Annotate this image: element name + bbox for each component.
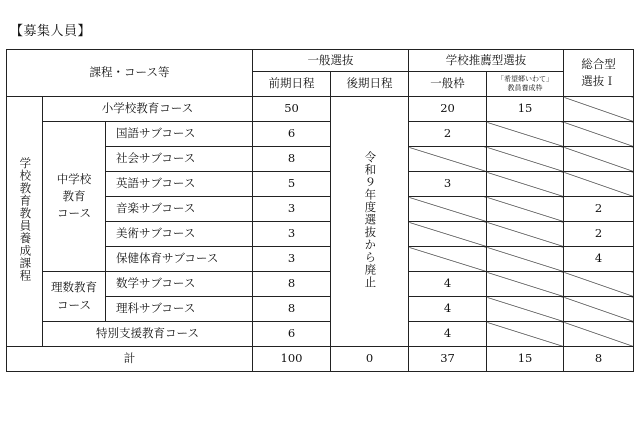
cell-not-applicable xyxy=(409,197,487,222)
course-name: 理科サブコース xyxy=(106,297,253,322)
header-rec-general: 一般枠 xyxy=(409,72,487,97)
cell-not-applicable xyxy=(564,322,634,347)
cell-not-applicable xyxy=(487,322,564,347)
cell-not-applicable xyxy=(487,147,564,172)
cell-early: 50 xyxy=(253,97,331,122)
cell-early: 3 xyxy=(253,247,331,272)
header-early: 前期日程 xyxy=(253,72,331,97)
cell-early: 3 xyxy=(253,222,331,247)
total-rec-kibou: 15 xyxy=(487,347,564,372)
cell-not-applicable xyxy=(487,297,564,322)
cell-not-applicable xyxy=(487,122,564,147)
course-name: 保健体育サブコース xyxy=(106,247,253,272)
header-course: 課程・コース等 xyxy=(7,50,253,97)
cell-not-applicable xyxy=(409,247,487,272)
group-school-education: 学校教育教員養成課程 xyxy=(7,97,43,347)
header-general: 一般選抜 xyxy=(253,50,409,72)
course-name: 英語サブコース xyxy=(106,172,253,197)
total-rec-general: 37 xyxy=(409,347,487,372)
header-recommend: 学校推薦型選抜 xyxy=(409,50,564,72)
cell-comprehensive: 2 xyxy=(564,222,634,247)
header-rec-kibou xyxy=(487,72,564,97)
late-abolished-note: 令和９年度選抜から廃止 xyxy=(331,97,409,347)
table-row xyxy=(7,97,634,122)
cell-early: 3 xyxy=(253,197,331,222)
cell-not-applicable xyxy=(564,97,634,122)
enrollment-table xyxy=(6,49,634,372)
table-row xyxy=(7,122,634,147)
cell-not-applicable xyxy=(487,197,564,222)
cell-early: 6 xyxy=(253,122,331,147)
cell-early: 6 xyxy=(253,322,331,347)
group-risu: 理数教育 コース xyxy=(43,272,106,322)
total-label: 計 xyxy=(7,347,253,372)
table-row xyxy=(7,322,634,347)
cell-early: 8 xyxy=(253,272,331,297)
cell-comprehensive: 4 xyxy=(564,247,634,272)
cell-early: 8 xyxy=(253,297,331,322)
cell-not-applicable xyxy=(487,172,564,197)
header-comprehensive-line1: 総合型 xyxy=(581,56,616,71)
cell-rec-kibou: 15 xyxy=(487,97,564,122)
course-name: 特別支援教育コース xyxy=(43,322,253,347)
cell-not-applicable xyxy=(564,147,634,172)
course-name: 数学サブコース xyxy=(106,272,253,297)
cell-not-applicable xyxy=(564,122,634,147)
cell-not-applicable xyxy=(564,272,634,297)
cell-not-applicable xyxy=(487,272,564,297)
total-row xyxy=(7,347,634,372)
course-name: 国語サブコース xyxy=(106,122,253,147)
total-late: 0 xyxy=(331,347,409,372)
table-row xyxy=(7,272,634,297)
header-comprehensive-line2: 選抜Ｉ xyxy=(581,74,616,88)
cell-not-applicable xyxy=(564,172,634,197)
cell-rec-general: 20 xyxy=(409,97,487,122)
course-name: 音楽サブコース xyxy=(106,197,253,222)
total-early: 100 xyxy=(253,347,331,372)
course-name: 社会サブコース xyxy=(106,147,253,172)
course-name: 美術サブコース xyxy=(106,222,253,247)
header-rec-kibou-line1: 「希望郷いわて」 xyxy=(497,74,554,83)
cell-comprehensive: 2 xyxy=(564,197,634,222)
cell-rec-general: 3 xyxy=(409,172,487,197)
header-late: 後期日程 xyxy=(331,72,409,97)
cell-rec-general: 2 xyxy=(409,122,487,147)
cell-rec-general: 4 xyxy=(409,322,487,347)
header-row-1 xyxy=(7,50,634,72)
cell-early: 8 xyxy=(253,147,331,172)
cell-not-applicable xyxy=(564,297,634,322)
cell-rec-general: 4 xyxy=(409,272,487,297)
cell-not-applicable xyxy=(409,222,487,247)
cell-not-applicable xyxy=(409,147,487,172)
total-comprehensive: 8 xyxy=(564,347,634,372)
page-heading: 【募集人員】 xyxy=(10,24,92,39)
header-comprehensive xyxy=(564,50,634,97)
cell-rec-general: 4 xyxy=(409,297,487,322)
course-name: 小学校教育コース xyxy=(43,97,253,122)
cell-early: 5 xyxy=(253,172,331,197)
header-rec-kibou-line2: 教員養成枠 xyxy=(507,84,543,92)
group-chugakko: 中学校 教育 コース xyxy=(43,122,106,272)
cell-not-applicable xyxy=(487,222,564,247)
cell-not-applicable xyxy=(487,247,564,272)
